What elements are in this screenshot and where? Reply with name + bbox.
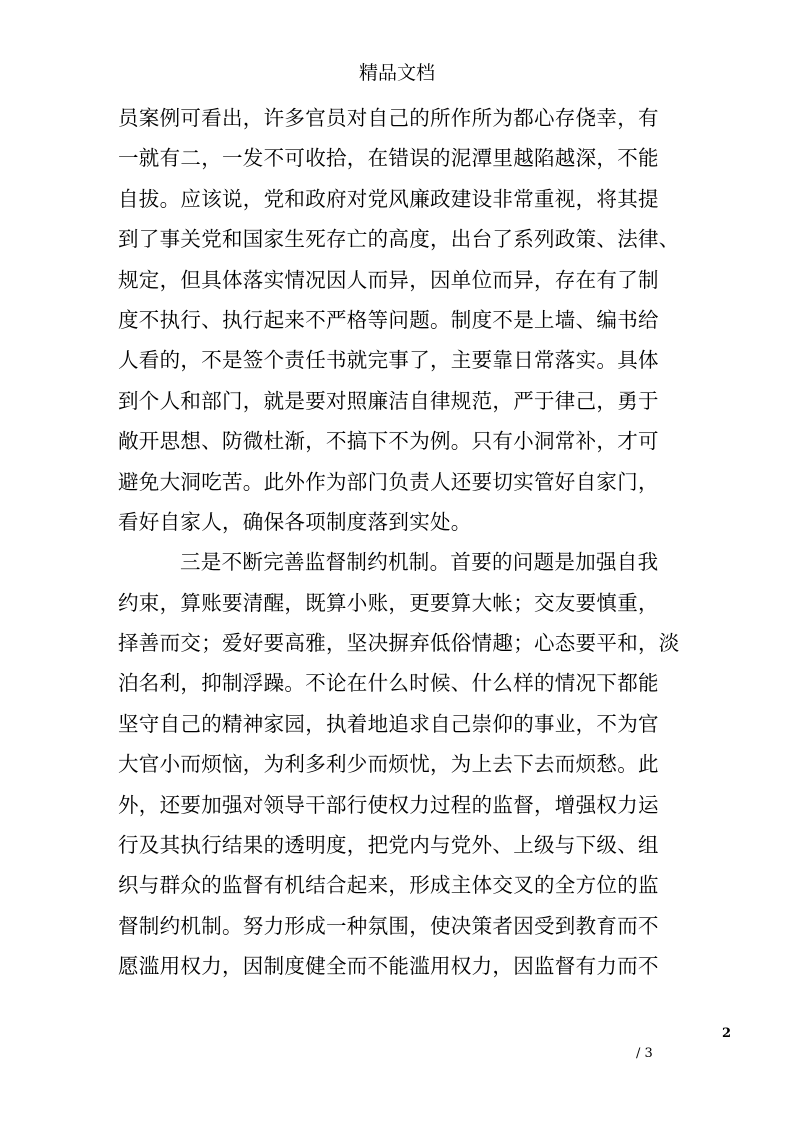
text-line: 员案例可看出，许多官员对自己的所作所为都心存侥幸，有 <box>118 106 659 130</box>
text-line: 一就有二，一发不可收拾，在错误的泥潭里越陷越深，不能 <box>118 146 659 171</box>
text-line: 泊名利，抑制浮躁。不论在什么时候、什么样的情况下都能 <box>118 671 659 696</box>
page-header-title: 精品文档 <box>358 62 435 84</box>
document-body <box>118 98 684 987</box>
text-line: 到个人和部门，就是要对照廉洁自律规范，严于律己，勇于 <box>118 388 659 413</box>
text-line: 行及其执行结果的透明度，把党内与党外、上级与下级、组 <box>118 833 659 858</box>
text-line: 看好自家人，确保各项制度落到实处。 <box>118 509 472 534</box>
text-line: 自拔。应该说，党和政府对党风廉政建设非常重视，将其提 <box>118 186 659 211</box>
text-line: 择善而交；爱好要高雅，坚决摒弃低俗情趣；心态要平和，淡 <box>118 631 680 656</box>
text-line: 敞开思想、防微杜渐，不搞下不为例。只有小洞常补，才可 <box>118 429 659 454</box>
page-number: 2 <box>722 1026 732 1041</box>
page-total: / 3 <box>636 1046 653 1061</box>
text-line: 织与群众的监督有机结合起来，形成主体交叉的全方位的监 <box>118 873 659 898</box>
paragraph-first-line: 三是不断完善监督制约机制。首要的问题是加强自我 <box>180 550 659 575</box>
text-line: 愿滥用权力，因制度健全而不能滥用权力，因监督有力而不 <box>118 954 659 979</box>
text-line: 督制约机制。努力形成一种氛围，使决策者因受到教育而不 <box>118 913 659 938</box>
text-line: 外，还要加强对领导干部行使权力过程的监督，增强权力运 <box>118 792 659 817</box>
text-line: 坚守自己的精神家园，执着地追求自己崇仰的事业，不为官 <box>118 711 659 736</box>
text-line: 度不执行、执行起来不严格等问题。制度不是上墙、编书给 <box>118 307 659 332</box>
text-line: 规定，但具体落实情况因人而异，因单位而异，存在有了制 <box>118 267 659 292</box>
text-line: 大官小而烦恼，为利多利少而烦忧，为上去下去而烦愁。此 <box>118 752 659 777</box>
text-line: 避免大洞吃苦。此外作为部门负责人还要切实管好自家门， <box>118 469 659 494</box>
text-line: 到了事关党和国家生死存亡的高度，出台了系列政策、法律、 <box>118 227 680 252</box>
text-line: 约束，算账要清醒，既算小账，更要算大帐；交友要慎重， <box>118 590 659 615</box>
text-line: 人看的，不是签个责任书就完事了，主要靠日常落实。具体 <box>118 348 659 373</box>
